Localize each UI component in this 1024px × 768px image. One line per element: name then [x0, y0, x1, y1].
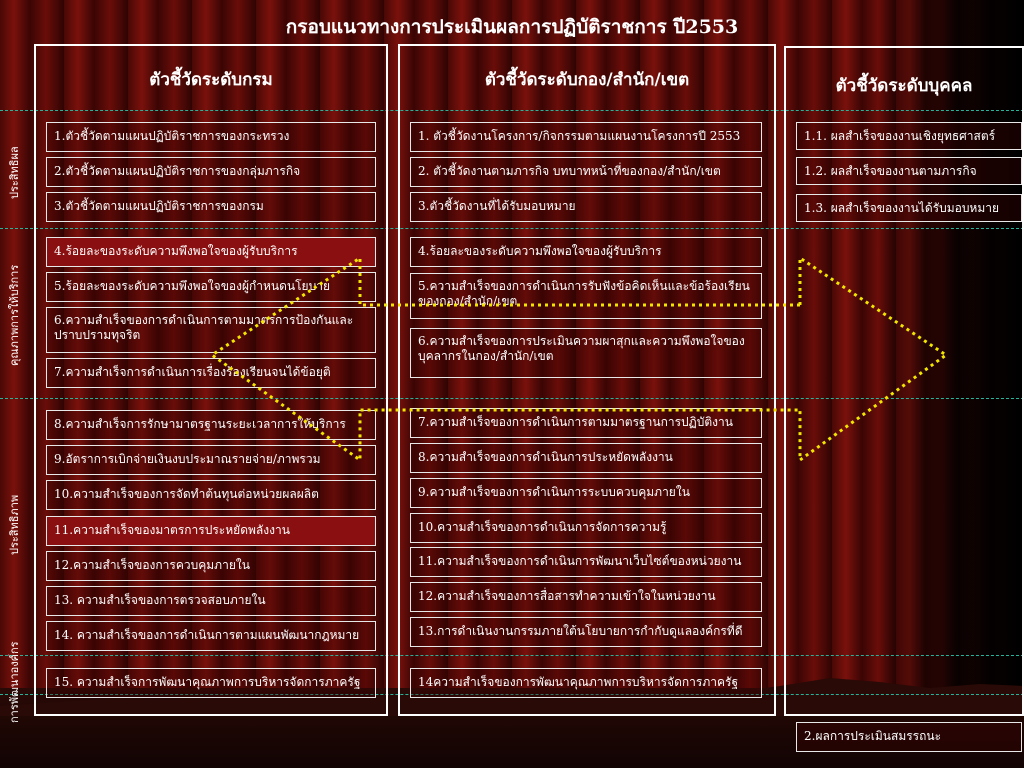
dept-item-1: 1.ตัวชี้วัดตามแผนปฏิบัติราชการของกระทรวง	[46, 122, 376, 152]
side-label-quality: คุณภาพการให้บริการ	[8, 264, 21, 366]
individual-item-2: 1.2. ผลสำเร็จของงานตามภารกิจ	[796, 157, 1022, 185]
division-item-7: 7.ความสำเร็จของการดำเนินการตามมาตรฐานการปฏิบัติงาน	[410, 408, 762, 438]
division-item-8: 8.ความสำเร็จของการดำเนินการประหยัดพลังงาน	[410, 443, 762, 473]
panel-individual-title: ตัวชี้วัดระดับบุคคล	[835, 76, 973, 96]
dept-item-5: 5.ร้อยละของระดับความพึงพอใจของผู้กำหนดนโยบาย	[46, 272, 376, 302]
individual-item-3: 1.3. ผลสำเร็จของงานได้รับมอบหมาย	[796, 194, 1022, 222]
division-item-4: 4.ร้อยละของระดับความพึงพอใจของผู้รับบริการ	[410, 237, 762, 267]
division-item-13: 13.การดำเนินงานกรรมภายใต้นโยบายการกำกับดูแลองค์กรที่ดี	[410, 617, 762, 647]
dept-item-12: 12.ความสำเร็จของการควบคุมภายใน	[46, 551, 376, 581]
competency-box: 2.ผลการประเมินสมรรถนะ	[796, 722, 1022, 752]
division-item-9: 9.ความสำเร็จของการดำเนินการระบบควบคุมภายใน	[410, 478, 762, 508]
division-item-5: 5.ความสำเร็จของการดำเนินการรับฟังข้อคิดเห็นและข้อร้องเรียนของกอง/สำนัก/เขต	[410, 273, 762, 319]
left-arrow	[212, 258, 800, 460]
division-item-1: 1. ตัวชี้วัดงานโครงการ/กิจกรรมตามแผนงานโครงการปี 2553	[410, 122, 762, 152]
division-item-11: 11.ความสำเร็จของการดำเนินการพัฒนาเว็บไซต์ของหน่วยงาน	[410, 547, 762, 577]
dept-item-2: 2.ตัวชี้วัดตามแผนปฏิบัติราชการของกลุ่มภารกิจ	[46, 157, 376, 187]
dept-item-7: 7.ความสำเร็จการดำเนินการเรื่องร้องเรียนจนได้ข้อยุติ	[46, 358, 376, 388]
division-item-14: 14ความสำเร็จของการพัฒนาคุณภาพการบริหารจัดการภาครัฐ	[410, 668, 762, 698]
page-title: กรอบแนวทางการประเมินผลการปฏิบัติราชการ ปี2553	[285, 16, 739, 38]
panel-division-title: ตัวชี้วัดระดับกอง/สำนัก/เขต	[484, 70, 690, 90]
dept-item-9: 9.อัตราการเบิกจ่ายเงินงบประมาณรายจ่าย/ภาพรวม	[46, 445, 376, 475]
side-label-development: การพัฒนาองค์กร	[8, 641, 21, 723]
dept-item-8: 8.ความสำเร็จการรักษามาตรฐานระยะเวลาการให้บริการ	[46, 410, 376, 440]
dept-item-14: 14. ความสำเร็จของการดำเนินการตามแผนพัฒนากฎหมาย	[46, 621, 376, 651]
division-item-10: 10.ความสำเร็จของการดำเนินการจัดการความรู้	[410, 513, 762, 543]
division-item-2: 2. ตัวชี้วัดงานตามภารกิจ บทบาทหน้าที่ของกอง/สำนัก/เขต	[410, 157, 762, 187]
dept-item-15: 15. ความสำเร็จการพัฒนาคุณภาพการบริหารจัดการภาครัฐ	[46, 668, 376, 698]
dept-item-4: 4.ร้อยละของระดับความพึงพอใจของผู้รับบริการ	[46, 237, 376, 267]
dept-item-10: 10.ความสำเร็จของการจัดทำต้นทุนต่อหน่วยผลผลิต	[46, 480, 376, 510]
individual-item-1: 1.1. ผลสำเร็จของงานเชิงยุทธศาสตร์	[796, 122, 1022, 150]
right-arrow	[800, 258, 946, 460]
side-label-effectiveness: ประสิทธิผล	[8, 146, 21, 200]
dept-item-3: 3.ตัวชี้วัดตามแผนปฏิบัติราชการของกรม	[46, 192, 376, 222]
division-item-6: 6.ความสำเร็จของการประเมินความผาสุกและความพึงพอใจของบุคลากรในกอง/สำนัก/เขต	[410, 328, 762, 378]
division-item-12: 12.ความสำเร็จของการสื่อสารทำความเข้าใจในหน่วยงาน	[410, 582, 762, 612]
dept-item-11: 11.ความสำเร็จของมาตรการประหยัดพลังงาน	[46, 516, 376, 546]
division-item-3: 3.ตัวชี้วัดงานที่ได้รับมอบหมาย	[410, 192, 762, 222]
side-label-efficiency: ประสิทธิภาพ	[8, 494, 21, 556]
dept-item-6: 6.ความสำเร็จของการดำเนินการตามมาตรการป้องกันและปราบปรามทุจริต	[46, 307, 376, 353]
dept-item-13: 13. ความสำเร็จของการตรวจสอบภายใน	[46, 586, 376, 616]
panel-dept-title: ตัวชี้วัดระดับกรม	[149, 70, 273, 90]
